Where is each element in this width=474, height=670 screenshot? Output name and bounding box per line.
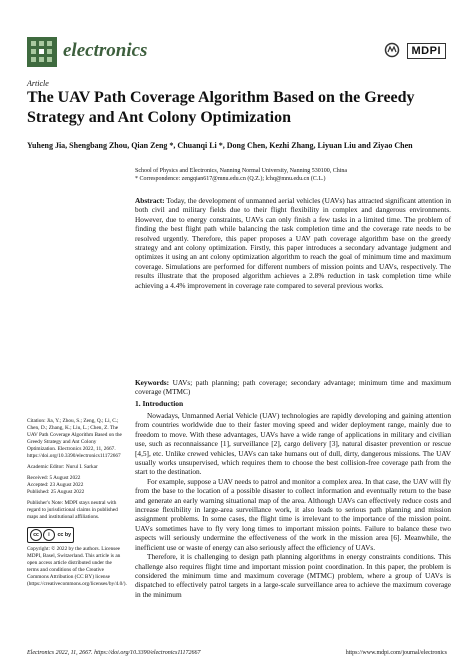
author-list: Yuheng Jia, Shengbang Zhou, Qian Zeng *, Chuanqi Li *, Dong Chen, Kezhi Zhang, Liyuan Liu and Ziyao Chen xyxy=(27,141,413,150)
journal-logo-icon xyxy=(27,37,57,67)
by-icon: i xyxy=(43,529,55,541)
abstract-text: Today, the development of unmanned aerial vehicles (UAVs) has attracted significant attention in both civil and military fields due to their flight flexibility in complex and dangerous environments. However, due to energy constraints, UAVs can only finish a few tasks in a limited time. The problem of finding the best flight path while balancing the task completion time and the coverage rate needs to be resolved urgently. Therefore, this paper proposes a UAV path coverage algorithm base on the greedy strategy and ant colony optimization. Firstly, this paper introduces a secondary advantage judgment and optimizes it using an ant colony optimization algorithm to reach the goal of minimum time and maximum coverage. Simulations are performed for different numbers of mission points and UAVs, respectively. The results illustrate that the proposed algorithm achieves a 2.8% reduction in task completion time while achieving a 4.4% improvement in coverage rate compared to several previous works. xyxy=(135,196,451,290)
intro-paragraph: Therefore, it is challenging to design path planning algorithms in energy constraints conditions. This challenge also requires flight time and important mission point coordination. In this paper, the problem is considered the minimum time and maximum coverage (MTMC) problem, where a group of UAVs is dispatched to effectively patrol targets in a large-scale surveillance area to achieve the maximum coverage in the minimum xyxy=(135,552,451,599)
cc-license-badge[interactable] xyxy=(27,527,74,543)
affiliation: School of Physics and Electronics, Nanning Normal University, Nanning 530100, China xyxy=(135,168,348,174)
keywords-text: UAVs; path planning; path coverage; secondary advantage; minimum time and maximum coverage (MTMC) xyxy=(135,378,451,397)
mdpi-icon xyxy=(384,42,400,58)
journal-name: electronics xyxy=(63,40,148,61)
citation: Citation: Jia, Y.; Zhou, S.; Zeng, Q.; Li, C.; Chen, D.; Zhang, K.; Liu, L.; Chen, Z. The UAV Path Coverage Algorithm Based on the Greedy Strategy and Ant Colony Optimization. Electronics 2022, 11, 2667. https://doi.org/10.3390/electronics11172667 xyxy=(27,418,122,459)
license-badge-text: cc by xyxy=(57,532,72,538)
cc-icon: cc xyxy=(30,529,42,541)
publisher-logo xyxy=(384,41,446,59)
abstract-label: Abstract: xyxy=(135,196,165,205)
intro-paragraph: Nowadays, Unmanned Aerial Vehicle (UAV) technologies are rapidly developing and gaining attention from countries worldwide due to their faster moving speed and wider deployment range, mainly due to freedom to move. With these advantages, UAVs have a wide range of applications in military and civilian use, such as reconnaissance [1], surveillance [2], cargo delivery [3], natural disaster prevention or rescue [4,5], etc. Unlike crewed vehicles, UAVs can take humans out of dull, dirty, dangerous missions. The UAV usually works unsupervised, which requires them to choose the best collision-free coverage path from the start to the destination. xyxy=(135,411,451,477)
accepted-date: Accepted: 23 August 2022 xyxy=(27,482,84,488)
introduction-body xyxy=(135,411,451,599)
abstract xyxy=(135,196,451,290)
paper-title: The UAV Path Coverage Algorithm Based on the Greedy Strategy and Ant Colony Optimization xyxy=(27,89,415,126)
journal-link[interactable]: https://www.mdpi.com/journal/electronics xyxy=(345,650,447,656)
publisher-note: Publisher's Note: MDPI stays neutral with regard to jurisdictional claims in published maps and institutional affiliations. xyxy=(27,500,118,520)
footer-citation: Electronics 2022, 11, 2667. https://doi.org/10.3390/electronics11172667 xyxy=(27,650,201,656)
publisher-name: MDPI xyxy=(407,43,447,59)
copyright-notice: Copyright: © 2022 by the authors. Licensee MDPI, Basel, Switzerland. This article is an open access article distributed under the terms and conditions of the Creative Commons Attribution (CC BY) license (https://creativecommons.org/licenses/by/4.0/). xyxy=(27,546,127,587)
correspondence: * Correspondence: zengqian617@mnu.edu.cn (Q.Z.); lchq@mnu.edu.cn (C.L.) xyxy=(135,176,326,182)
keywords xyxy=(135,378,451,397)
affiliation-block xyxy=(135,167,451,183)
section-heading: 1. Introduction xyxy=(135,399,184,408)
published-date: Published: 25 August 2022 xyxy=(27,489,85,495)
academic-editor: Academic Editor: Nurul I. Sarkar xyxy=(27,464,98,470)
keywords-label: Keywords: xyxy=(135,378,170,387)
sidebar xyxy=(27,418,127,592)
received-date: Received: 5 August 2022 xyxy=(27,475,81,481)
article-type: Article xyxy=(27,79,49,88)
intro-paragraph: For example, suppose a UAV needs to patrol and monitor a complex area. In that case, the UAV will fly from the base to the location of a possible disaster to collect information and eventually return to the base and generate an early warning situational map of the area. Although UAVs can effectively reduce costs and increase flexibility in large-area surveillance work, it also leads to serious path planning and mission assignment problems. In some cases, the flight time is irrelevant to the importance of the mission point. UAVs sometimes have to fly very long times to important mission points. Failure to balance these two aspects will seriously undermine the effectiveness of the work in the mission area [6]. Meanwhile, the inefficient use or waste of energy can also seriously affect the efficiency of UAVs. xyxy=(135,476,451,552)
